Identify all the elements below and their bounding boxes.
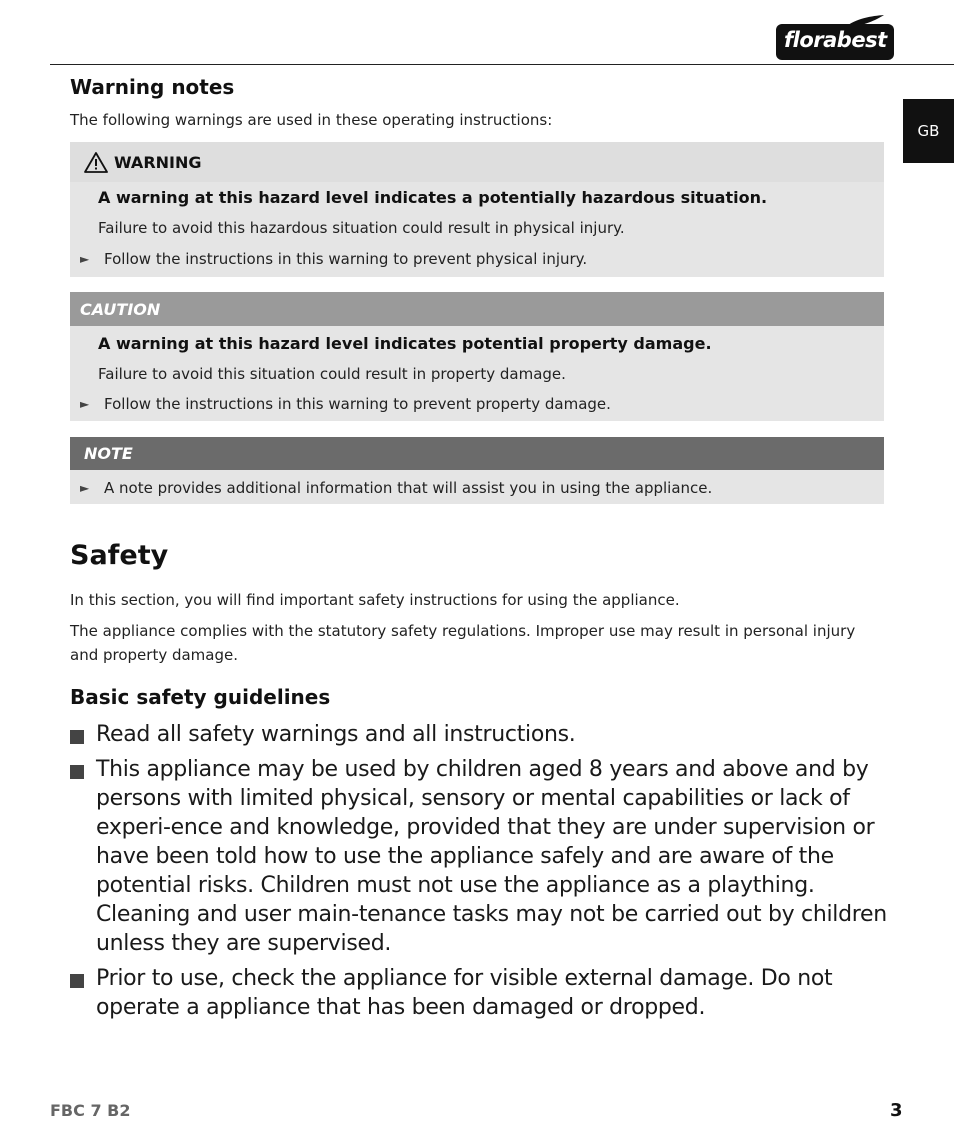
arrow-right-icon: ► (80, 481, 90, 495)
warning-notes-intro: The following warnings are used in these operating instructions: (70, 111, 553, 129)
caution-bold-text: A warning at this hazard level indicates potential property damage. (98, 334, 712, 353)
warning-triangle-icon (84, 152, 108, 173)
safety-bullet-list (70, 720, 890, 1028)
header-divider (50, 64, 954, 65)
warning-bold-text: A warning at this hazard level indicates a potentially hazardous situation. (98, 188, 768, 207)
caution-action-text: Follow the instructions in this warning to prevent property damage. (104, 395, 611, 413)
safety-bullet-text: Read all safety warnings and all instructions. (96, 722, 576, 747)
basic-safety-title: Basic safety guidelines (70, 685, 331, 709)
florabest-logo (776, 14, 896, 62)
model-number: FBC 7 B2 (50, 1101, 131, 1120)
warning-label: WARNING (114, 152, 202, 172)
note-action-text: A note provides additional information that will assist you in using the appliance. (104, 479, 713, 497)
safety-title: Safety (70, 540, 169, 571)
safety-compliance-line1: The appliance complies with the statutory safety regulations. Improper use may result in personal injury (70, 622, 856, 640)
square-bullet-icon (70, 730, 84, 744)
safety-bullet-text: Prior to use, check the appliance for visible external damage. Do not operate a appliance that has been damaged or dropped. (96, 966, 833, 1020)
square-bullet-icon (70, 765, 84, 779)
caution-box (70, 292, 884, 421)
note-box-header: NOTE (70, 437, 884, 470)
caution-action (70, 392, 884, 416)
square-bullet-icon (70, 974, 84, 988)
warning-box (70, 142, 884, 277)
language-tab: GB (903, 99, 954, 163)
safety-bullet (70, 964, 890, 1022)
safety-compliance-line2: and property damage. (70, 646, 239, 664)
caution-text: Failure to avoid this situation could result in property damage. (98, 365, 566, 383)
safety-bullet-text: This appliance may be used by children aged 8 years and above and by persons with limited physical, sensory or mental capabilities or lack of experi-ence and knowledge, provided that they are under supervision or have been told how to use the appliance safely and are aware of the potential risks. Children must not use the appliance as a plaything. Cleaning and user main-tenance tasks may not be carried out by children unless they are supervised. (96, 757, 887, 956)
warning-text: Failure to avoid this hazardous situation could result in physical injury. (98, 219, 625, 237)
warning-box-header (70, 142, 884, 182)
note-box (70, 437, 884, 504)
note-action (70, 476, 884, 500)
safety-bullet (70, 755, 890, 958)
warning-action-text: Follow the instructions in this warning to prevent physical injury. (104, 250, 588, 268)
warning-action (70, 247, 884, 271)
page-number: 3 (890, 1100, 903, 1121)
arrow-right-icon: ► (80, 397, 90, 411)
caution-box-header: CAUTION (70, 292, 884, 326)
safety-intro: In this section, you will find important safety instructions for using the appliance. (70, 591, 680, 609)
warning-notes-title: Warning notes (70, 75, 235, 99)
logo-text: florabest (784, 28, 887, 52)
safety-bullet (70, 720, 890, 749)
arrow-right-icon: ► (80, 252, 90, 266)
